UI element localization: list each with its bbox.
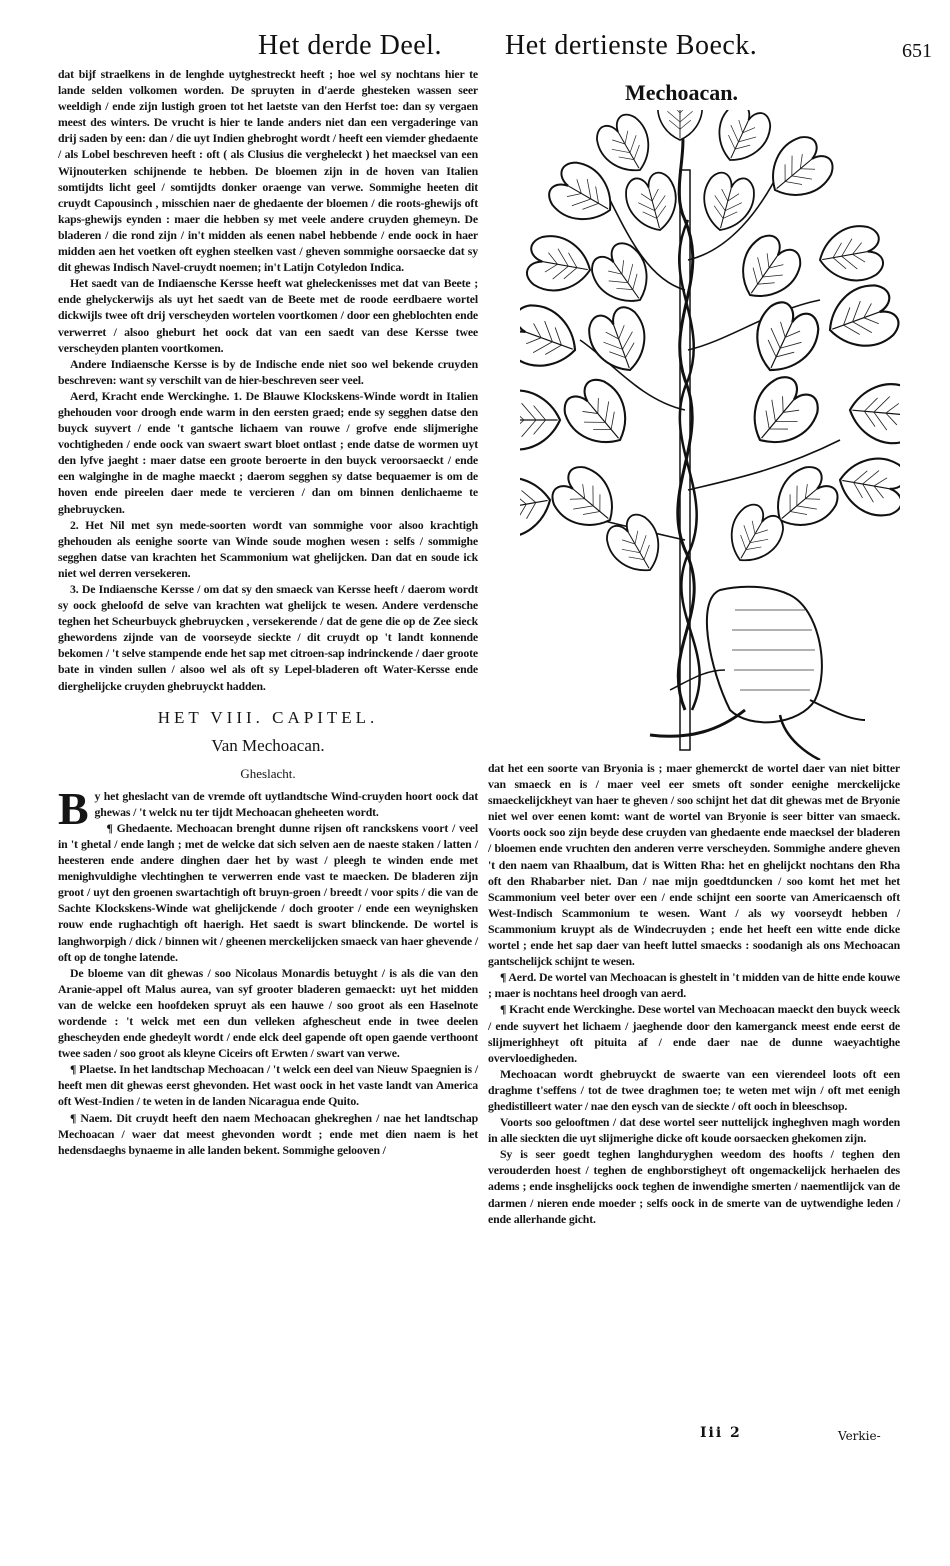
paragraph: Aerd, Kracht ende Werckinghe. 1. De Blauwe Klockskens-Winde wordt in Italien ghehouden voor droogh ende warm in den eersten graed; ende sy segghen datse den buyck suyvert / ende 't gantsche lichaem van rouwe / grofve ende slijmerighe vochtigheden / ende oock van swaert swart bloet ontlast ; ende datse de wormen uyt den lyfve jaeght : maer datse een groote beroerte in den buyck veroorsaeckt / ende een walginghe in de maghe maeckt ; daerom segghen sy datse bequaemer is om de hoven ende pireelen daer mede te vercieren / dan om binnen denlichaeme te ghebruycken.: [58, 388, 478, 516]
paragraph: 3. De Indiaensche Kersse / om dat sy den smaeck van Kersse heeft / daerom wordt sy oock gheloofd de selve van krachten wat ghelijck te wesen. Andere verdensche teghen het Scheurbuyck ghebruycken , versekerende / dat de gene die op de Zee sieck ghewordens zijnde van de voorseyde sieckte / dit cruydt op 't landt konnende bekomen / 't selve stampende ende het sap met citroen-sap indrinckende / daer groote bate in vinden sullen / alsoo wel als oft sy Lepel-bladeren oft Water-Kersse ende dierghelijcke cruyden ghebruyckt hadden.: [58, 582, 478, 693]
paragraph: ¶ Ghedaente. Mechoacan brenght dunne rijsen oft ranckskens voort / veel in 't ghetal / ende langh ; met de welcke dat sich selven aen de naeste staken / latten / heesteren ende andere dinghen daer het by wast / pleegh te winden ende met menighvuldighe vlechtinghen te verwerren ende vast te maecken. De bladeren zijn groot / uyt den groenen swartachtigh oft bruyn-groen / breedt / voor spits / die van de Sachte Klockskens-Winde wat ghelijckende / doch grooter / ende een weynighsken rouw ende rughachtigh oft haerigh. Het saedt is swart blinckende. De wortel is langhworpigh / dick / binnen wit / gheenen merckelijcken smaeck van haer ghevende / oft op de tonghe latende.: [58, 820, 478, 964]
paragraph: Andere Indiaensche Kersse is by de Indische ende niet soo wel bekende cruyden beschreven: want sy verschilt van de hier-beschreven seer veel.: [58, 356, 478, 387]
paragraph: ¶ Naem. Dit cruydt heeft den naem Mechoacan ghekreghen / nae het landtschap Mechoacan / waer dat meest ghevonden wordt ; ende met dien naem is het hedensdaeghs bynaeme in alle landen bekent. Sommighe gelooven /: [58, 1110, 478, 1157]
paragraph: dat bijf straelkens in de lenghde uytghestreckt heeft ; hoe wel sy nochtans hier te lande selden volkomen worden. De spruyten in d'aerde ghesteken wassen seer weeldigh / ende zijn lustigh groen tot het laetste van den Herfst toe: dan sy vergaen meest des winters. De vrucht is hier te lande anders niet dan een vergaderinge van drij saden by een: dan / die uyt Indien ghebroght wordt / heeft een viemder ghedaente / als Lobel beschreven heeft : oft ( als Clusius die vergheleckt ) het maecksel van een Wijnouterken schijnende te hebben. De bloemen zijn in de hoven van Italien somtijdts licht geel / somtijdts donker oraenge van verwe. Sommighe heeten dit cruydt Capousinch , misschien naer de ghedaente der bloemen / die roots-ghewijs oft kaps-ghewijs eynden : maer die hebben sy met veele andere cruyden ghemeyn. De bladeren / die rond zijn / in't midden als eenen nabel hebbende / ende oock in haer midden aen het voetken oft eyghen steelken vast / gheven sommighe oorsaecke dat sy dit ghewas Indisch Navel-cruydt noemen; in't Latijn Cotyledon Indica.: [58, 67, 478, 275]
drop-cap: B: [58, 782, 89, 834]
left-column: [58, 66, 478, 1158]
page-number: 651: [902, 40, 932, 62]
plant-illustration: [520, 110, 900, 760]
figure-title: Mechoacan.: [625, 80, 739, 105]
right-column: [488, 760, 900, 1227]
running-head-right: Het dertienste Boeck.: [505, 30, 758, 61]
paragraph: 2. Het Nil met syn mede-soorten wordt van sommighe voor alsoo krachtigh ghehouden als eenighe soorte van Winde soude moghen wesen : selfs / sommighe segghen datse van krachten het Scammonium wat ghelijcken. Dan dat en soude ick niet wel derren versekeren.: [58, 517, 478, 580]
paragraph: ¶ Kracht ende Werckinghe. Dese wortel van Mechoacan maeckt den buyck weeck / ende suyvert het lichaem / jaeghende door den kamerganck meest ende eerst de slijmerighheyt oft pituita af / ende daer nae de dunne waeyachtighe overvloedigheden.: [488, 1002, 900, 1065]
paragraph: Mechoacan wordt ghebruyckt de swaerte van een vierendeel loots oft een draghme t'seffens / tot de twee draghmen toe; te weten met wijn / oft met eenigh ghedistilleert water / nae den eysch van de sieckte / oft ooch in bleeschsop.: [488, 1066, 900, 1113]
running-head-left: Het derde Deel.: [258, 30, 442, 61]
paragraph: [58, 782, 478, 834]
paragraph: dat het een soorte van Bryonia is ; maer ghemerckt de wortel daer van niet bitter van smaeck en is / maer veel eer smets oft sonder eenighe merckelijcke smaeckelijckheyt van haer te gheven / soo schijnt het dat dit ghewas met de Bryonie niet wel over eenen komt: want de wortel van Bryonie is seer bitter van smaeck. Voorts oock soo zijn beyde dese cruyden van ghedaente ende maecksel der bladeren / bloemen ende vruchten den anderen verre verscheyden. Sommighe andere gheven 't den naem van Rhaalbum, dat is Witten Rha: het en ghelijckt nochtans den Rha oft den Rhabarber niet. Dan / nae mijn goedtduncken / soo komt het met het Scammonium veel beter over een / ende schijnt een soorte van Americaensch oft West-Indisch Scammonium te wesen. Want / als wy voorseydt hebben / Scammonium kruypt als de Windecruyden ; ende het heeft een witte ende dicke wortel ; ende het sap daer van heeft luttel smaecks : soodanigh als ons Mechoacan gantschelijck schijnt te wesen.: [488, 761, 900, 969]
chapter-heading: HET VIII. CAPITEL.: [157, 707, 379, 727]
catchword: Verkie-: [838, 1429, 881, 1443]
signature-mark: Iii 2: [700, 1425, 742, 1441]
paragraph: ¶ Aerd. De wortel van Mechoacan is ghestelt in 't midden van de hitte ende kouwe ; maer is nochtans heel droogh van aerd.: [488, 970, 900, 1001]
paragraph-text: y het gheslacht van de vremde oft uytlandtsche Wind-cruyden hoort oock dat ghewas / 't welck nu ter tijdt Mechoacan gheheeten wordt.: [94, 788, 478, 819]
paragraph: Voorts soo gelooftmen / dat dese wortel seer nuttelijck ingheghven magh worden in alle sieckten die uyt slijmerighe dicke oft koude oorsaecken ghekomen zijn.: [488, 1115, 900, 1146]
paragraph: Sy is seer goedt teghen langhduryghen weedom des hoofts / teghen den verouderden hoest / teghen de enghborstigheyt oft ongemackelijck herhaelen des adems ; ende insghelijcks oock teghen de inwendighe smerten / naementlijck van de darmen / nieren ende moeder ; selfs oock in de smerte van de uytwendighe leden / ende allerhande gicht.: [488, 1147, 900, 1226]
paragraph: Het saedt van de Indiaensche Kersse heeft wat gheleckenisses met dat van Beete ; ende ghelyckerwijs als uyt het saedt van de Beete met de roode eerdbaere wortel dickwijls twee oft drij verscheyden wortelen voortkomen / door een gheblochten ende verwerret / alsoo gheburt het oock dat van een saedt van dese Kersse twee verscheyden planten voortkomen.: [58, 276, 478, 355]
section-heading: Gheslacht.: [240, 765, 296, 781]
paragraph: De bloeme van dit ghewas / soo Nicolaus Monardis betuyght / is als die van den Aranie-appel oft Malus aurea, van syf grooter bladeren gemaeckt: uyt het midden van de welcke een hoofdeken spruyt als een hauwe / soo groot als een Haselnote wordende : 't welck met een dun velleken afghescheut ende in twee deelen ghescheyden ende ghedeylt wordt / ende elck deel gapende oft open gaende verthoont twee saden / soo groot als kleyne Ciceirs oft Erwten / swart van verwe.: [58, 965, 478, 1061]
paragraph: ¶ Plaetse. In het landtschap Mechoacan / 't welck een deel van Nieuw Spaegnien is / heeft men dit ghewas eerst ghevonden. Het wast oock in het vaste landt van America oft West-Indien / te weten in de landen Nicaragua ende Quito.: [58, 1062, 478, 1109]
chapter-title: Van Mechoacan.: [211, 735, 325, 755]
